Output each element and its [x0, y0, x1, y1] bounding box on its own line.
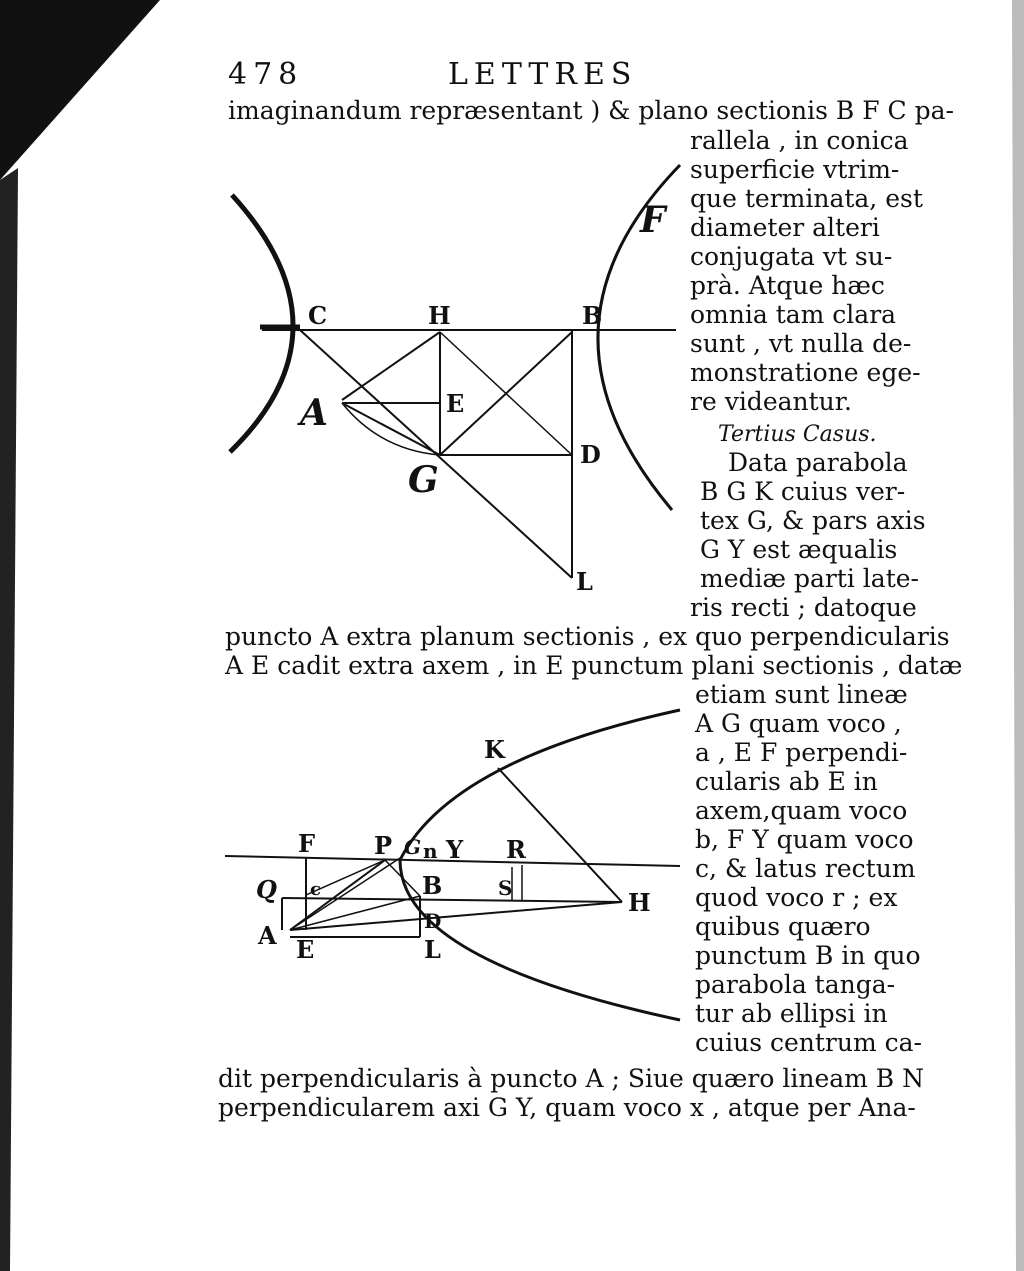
text-line: dit perpendicularis à puncto A ; Siue quæro lineam B N	[218, 1064, 924, 1093]
text-line: quibus quæro	[695, 912, 871, 941]
text-line: diameter alteri	[690, 213, 880, 242]
text-line: quod voco r ; ex	[695, 883, 898, 912]
text-line: B G K cuius ver-	[700, 477, 906, 506]
fig2-label-c: c	[310, 879, 321, 900]
text-line: omnia tam clara	[690, 300, 897, 329]
fig1-label-E: E	[446, 389, 465, 418]
text-line: conjugata vt su-	[690, 242, 893, 271]
fig2-label-G: G	[404, 835, 422, 859]
text-line: tur ab ellipsi in	[695, 999, 888, 1028]
text-line: perpendicularem axi G Y, quam voco x , atque per Ana-	[218, 1093, 916, 1122]
fig2-label-E: E	[296, 935, 315, 964]
fig2-label-S: S	[498, 876, 513, 900]
fig1-label-G: G	[408, 459, 439, 501]
text-line: ris recti ; datoque	[690, 593, 917, 622]
fig2-label-L: L	[424, 935, 441, 964]
section-heading: Tertius Casus.	[718, 422, 877, 447]
text-line: parabola tanga-	[695, 970, 896, 999]
fig1-label-A: A	[300, 392, 328, 434]
text-line: a , E F perpendi-	[695, 738, 908, 767]
text-line: que terminata, est	[690, 184, 923, 213]
text-line: re videantur.	[690, 387, 852, 416]
text-line: cuius centrum ca-	[695, 1028, 922, 1057]
text-line: sunt , vt nulla de-	[690, 329, 912, 358]
text-line: c, & latus rectum	[695, 854, 916, 883]
fig1-label-L: L	[576, 567, 593, 596]
text-line: b, F Y quam voco	[695, 825, 914, 854]
fig2-label-Q: Q	[256, 875, 277, 904]
text-line: A E cadit extra axem , in E punctum plani sectionis , datæ	[225, 651, 963, 680]
text-line: Data parabola	[728, 448, 908, 477]
text-line: superficie vtrim-	[690, 155, 900, 184]
text-line: A G quam voco ,	[695, 709, 902, 738]
fig2-label-B: B	[422, 871, 443, 900]
text-line: monstratione ege-	[690, 358, 921, 387]
text-line: mediæ parti late-	[700, 564, 919, 593]
text-line: tex G, & pars axis	[700, 506, 926, 535]
text-line: G Y est æqualis	[700, 535, 898, 564]
text-line: cularis ab E in	[695, 767, 878, 796]
text-line: axem,quam voco	[695, 796, 908, 825]
page-number: 478	[228, 57, 304, 92]
text-line: prà. Atque hæc	[690, 271, 885, 300]
fig2-label-A: A	[258, 921, 277, 950]
text-line: imaginandum repræsentant ) & plano sectionis B F C pa-	[228, 96, 954, 125]
fig2-label-n: n	[423, 839, 438, 863]
fig2-label-D: D	[424, 909, 442, 933]
fig2-label-P: P	[374, 831, 393, 860]
fig1-label-B: B	[582, 301, 603, 330]
fig2-label-R: R	[506, 835, 526, 864]
text-line: punctum B in quo	[695, 941, 921, 970]
fig1-label-F: F	[640, 199, 666, 241]
fig1-label-C: C	[308, 301, 328, 330]
fig1-label-H: H	[428, 301, 451, 330]
fig2-label-Y: Y	[446, 835, 464, 864]
text-line: puncto A extra planum sectionis , ex quo perpendicularis	[225, 622, 950, 651]
fig1-label-D: D	[580, 440, 601, 469]
fig2-label-H: H	[628, 888, 651, 917]
text-line: rallela , in conica	[690, 126, 909, 155]
fig2-label-K: K	[484, 735, 505, 764]
text-line: etiam sunt lineæ	[695, 680, 908, 709]
fig2-label-F: F	[298, 829, 316, 858]
running-title: LETTRES	[448, 57, 638, 92]
